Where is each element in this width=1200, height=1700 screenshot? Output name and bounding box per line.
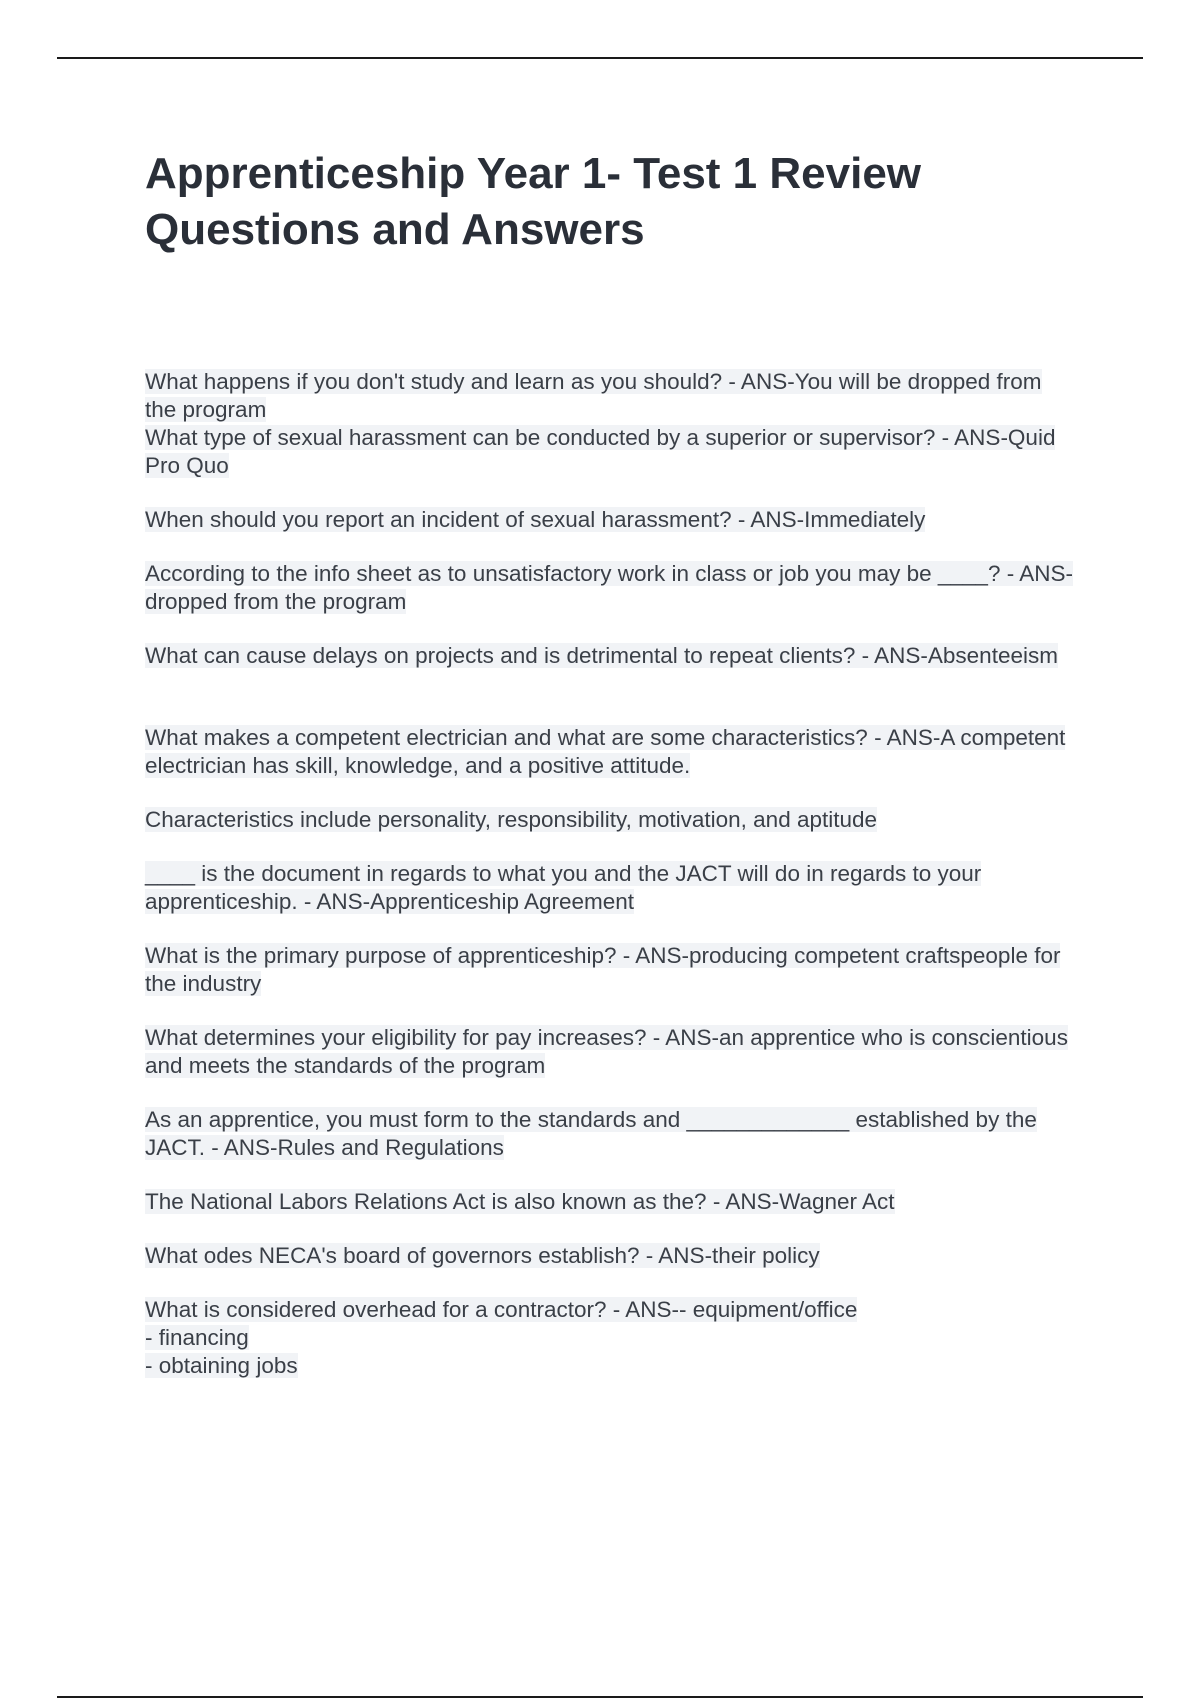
qa-text: What happens if you don't study and learn as you should? - ANS-You will be dropped from the program [145,369,1042,422]
qa-text: - financing [145,1325,249,1350]
qa-text: ____ is the document in regards to what you and the JACT will do in regards to your apprenticeship. - ANS-Apprenticeship Agreement [145,861,982,914]
qa-text: What odes NECA's board of governors establish? - ANS-their policy [145,1243,820,1268]
qa-text: What is considered overhead for a contractor? - ANS-- equipment/office [145,1297,858,1322]
qa-item-overhead [145,1296,1075,1380]
qa-item [145,506,1075,534]
overhead-list-line [145,1324,1075,1352]
qa-item [145,1106,1075,1162]
bottom-rule [57,1696,1143,1698]
qa-item [145,560,1075,616]
qa-text: As an apprentice, you must form to the standards and _____________ established by the JACT. - ANS-Rules and Regulations [145,1107,1037,1160]
document-title: Apprenticeship Year 1- Test 1 Review Questions and Answers [145,149,922,254]
qa-text: What makes a competent electrician and what are some characteristics? - ANS-A competent electrician has skill, knowledge, and a positive attitude. [145,725,1066,778]
top-rule [57,57,1143,59]
qa-text: What determines your eligibility for pay increases? - ANS-an apprentice who is conscientious and meets the standards of the program [145,1025,1068,1078]
qa-item [145,860,1075,916]
overhead-list-line [145,1352,1075,1380]
qa-item [145,806,1075,834]
qa-text: When should you report an incident of sexual harassment? - ANS-Immediately [145,507,926,532]
qa-item [145,1024,1075,1080]
qa-item [145,368,1075,424]
qa-item [145,1188,1075,1216]
qa-text: What can cause delays on projects and is detrimental to repeat clients? - ANS-Absenteeism [145,643,1058,668]
qa-list [145,368,1075,1380]
qa-text: What type of sexual harassment can be conducted by a superior or supervisor? - ANS-Quid Pro Quo [145,425,1056,478]
qa-item [145,1242,1075,1270]
qa-item [145,724,1075,780]
qa-text: Characteristics include personality, responsibility, motivation, and aptitude [145,807,878,832]
qa-text: The National Labors Relations Act is also known as the? - ANS-Wagner Act [145,1189,895,1214]
qa-text: According to the info sheet as to unsatisfactory work in class or job you may be ____? - ANS-dropped from the program [145,561,1073,614]
qa-item [145,424,1075,480]
qa-item [145,942,1075,998]
overhead-question-line [145,1296,1075,1324]
qa-text: - obtaining jobs [145,1353,298,1378]
qa-item [145,642,1075,670]
qa-text: What is the primary purpose of apprenticeship? - ANS-producing competent craftspeople for the industry [145,943,1061,996]
